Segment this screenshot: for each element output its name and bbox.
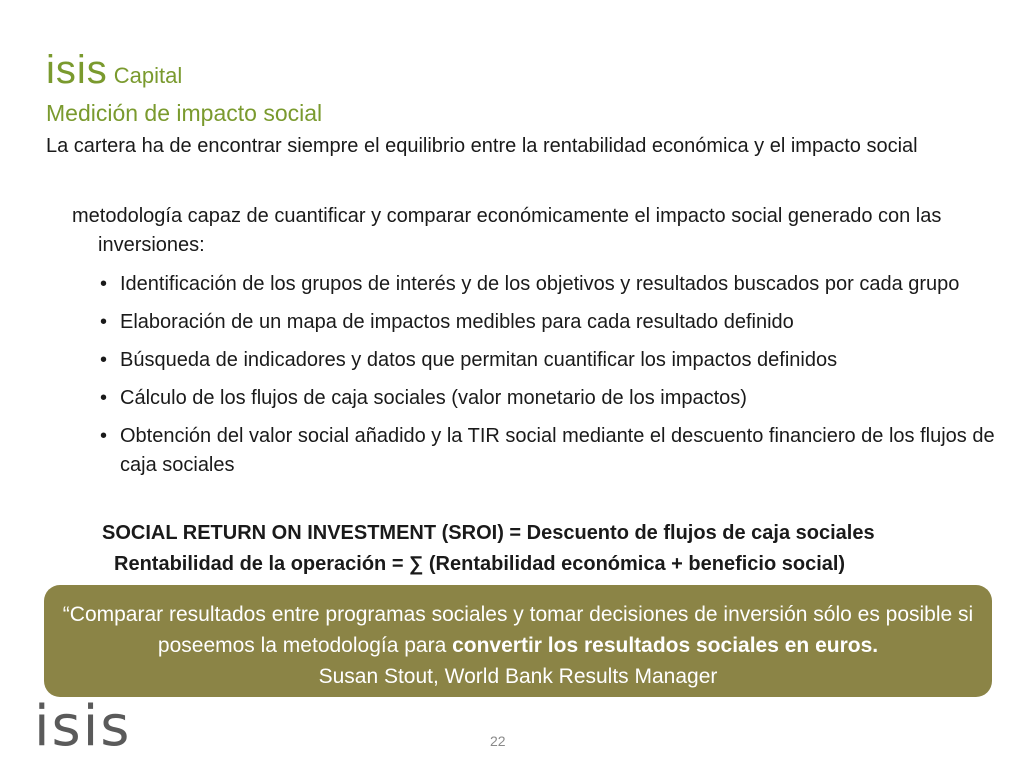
bullet-marker: • [100, 349, 108, 371]
intro-paragraph: La cartera ha de encontrar siempre el equilibrio entre la rentabilidad económica y el impacto social [46, 135, 918, 157]
bullet-marker: • [100, 311, 108, 333]
list-item [100, 308, 1000, 337]
bullet-marker: • [100, 425, 108, 447]
list-item-text: Identificación de los grupos de interés y de los objetivos y resultados buscados por cada grupo [120, 273, 960, 295]
quote-text-bold: convertir los resultados sociales en euros. [452, 634, 879, 657]
list-item-text: Obtención del valor social añadido y la TIR social mediante el descuento financiero de los flujos de caja sociales [120, 425, 995, 476]
brand-logo-text: isis [46, 48, 108, 92]
footer-logo: isis [34, 694, 132, 759]
list-item [100, 270, 1000, 299]
list-item [100, 384, 1000, 413]
quote-text-regular: “Comparar resultados entre programas sociales y tomar decisiones de inversión sólo es posible si poseemos la metodología para [62, 603, 974, 657]
brand-subtitle: Capital [113, 63, 183, 88]
quote-text [44, 599, 992, 661]
list-item [100, 422, 1000, 480]
list-item-text: Búsqueda de indicadores y datos que permitan cuantificar los impactos definidos [120, 349, 838, 371]
rentabilidad-formula: Rentabilidad de la operación = ∑ (Rentabilidad económica + beneficio social) [114, 553, 846, 575]
methodology-steps-list [100, 270, 1000, 489]
quote-author: Susan Stout, World Bank Results Manager [318, 665, 718, 688]
bullet-marker: • [100, 387, 108, 409]
bullet-marker: • [100, 273, 108, 295]
list-item [100, 346, 1000, 375]
methodology-paragraph: metodología capaz de cuantificar y comparar económicamente el impacto social generado con las inversiones: [72, 205, 942, 256]
list-item-text: Cálculo de los flujos de caja sociales (valor monetario de los impactos) [120, 387, 747, 409]
sroi-formula: SOCIAL RETURN ON INVESTMENT (SROI) = Descuento de flujos de caja sociales [102, 522, 875, 544]
slide-subtitle: Medición de impacto social [46, 100, 323, 126]
list-item-text: Elaboración de un mapa de impactos medibles para cada resultado definido [120, 311, 794, 333]
page-number: 22 [490, 733, 506, 749]
quote-box [44, 585, 992, 697]
title-block [46, 48, 182, 93]
